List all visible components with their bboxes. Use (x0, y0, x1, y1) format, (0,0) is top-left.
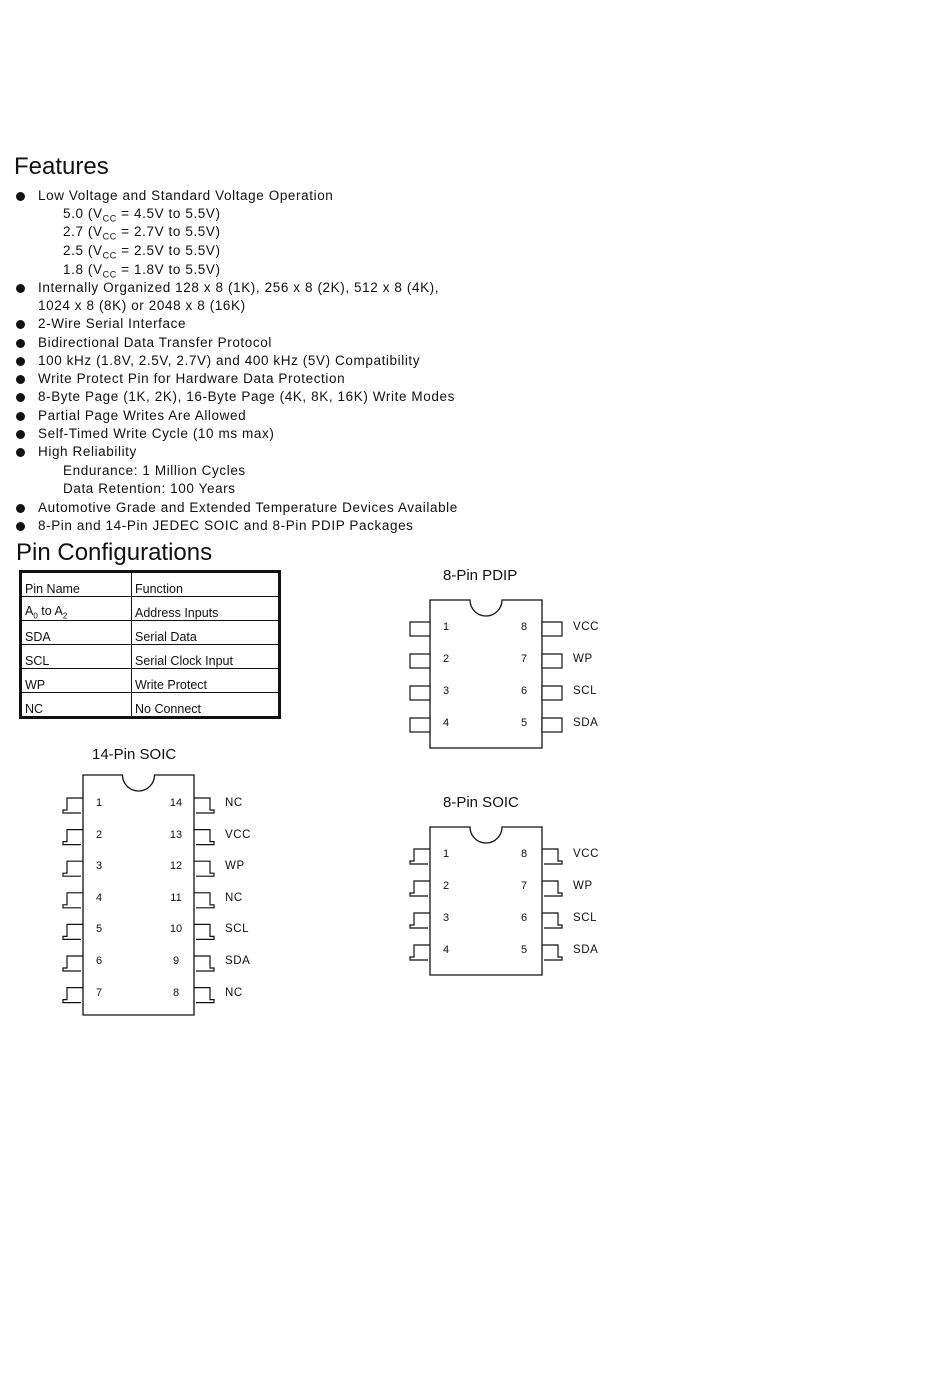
pin-label: NC (225, 986, 243, 999)
table-header: Function (132, 572, 280, 597)
feature-text: Low Voltage and Standard Voltage Operation (38, 188, 334, 203)
reliability-item: Endurance: 1 Million Cycles (63, 463, 246, 478)
table-cell-name: SCL (21, 645, 132, 669)
feature-text: Partial Page Writes Are Allowed (38, 408, 247, 423)
pin-number: 11 (170, 891, 182, 904)
pin-number: 2 (442, 880, 450, 892)
table-cell-name: NC (21, 693, 132, 718)
pin-number: 4 (442, 717, 450, 729)
pin-label: SDA (573, 944, 599, 956)
package-title: 8-Pin PDIP (443, 567, 518, 584)
pin-name-sub: 2 (62, 611, 68, 620)
voltage-pre: 2.5 (V (63, 243, 103, 258)
pin-number: 12 (169, 860, 183, 873)
pin-number: 7 (95, 986, 103, 999)
table-cell-function: Address Inputs (132, 597, 280, 621)
pin-lead (63, 798, 83, 813)
pin-lead (63, 861, 83, 876)
pin-number: 2 (442, 653, 450, 665)
pin-lead (63, 893, 83, 908)
pin-lead (194, 861, 214, 876)
feature-text: Internally Organized 128 x 8 (1K), 256 x 8 (2K), 512 x 8 (4K), (38, 280, 440, 295)
pin-lead (194, 924, 214, 939)
pin-name-sub: 0 (33, 611, 38, 620)
package-title: 8-Pin SOIC (443, 794, 519, 811)
table-cell-name: SDA (21, 621, 132, 645)
voltage-post: = 4.5V to 5.5V) (116, 206, 221, 221)
pin-config-heading: Pin Configurations (16, 539, 213, 566)
pin-lead (63, 956, 83, 971)
pin-number: 5 (95, 923, 103, 936)
voltage-sub: CC (102, 213, 117, 224)
feature-text: Write Protect Pin for Hardware Data Protection (38, 371, 346, 386)
pin-lead (63, 924, 83, 939)
voltage-post: = 2.7V to 5.5V) (116, 224, 221, 239)
pin-label: WP (573, 880, 593, 892)
pin-lead (194, 988, 214, 1003)
pin-label: WP (573, 653, 593, 665)
voltage-sub: CC (102, 250, 117, 261)
pin-label: VCC (225, 828, 252, 841)
pin-number: 3 (95, 860, 103, 873)
pin-number: 10 (169, 923, 183, 936)
reliability-item: Data Retention: 100 Years (63, 481, 236, 496)
pin-lead (194, 893, 214, 908)
pin-number: 1 (442, 848, 450, 860)
pin-name-part: to A (37, 603, 63, 618)
voltage-pre: 1.8 (V (63, 262, 103, 277)
pin-number: 6 (520, 912, 528, 924)
voltage-post: = 2.5V to 5.5V) (116, 243, 221, 258)
table-cell-name: WP (21, 669, 132, 693)
pin-label: SCL (225, 923, 250, 936)
pin-label: VCC (573, 621, 600, 633)
feature-text: 1024 x 8 (8K) or 2048 x 8 (16K) (38, 298, 246, 313)
pin-number: 3 (442, 685, 450, 697)
pin-label: VCC (573, 848, 600, 860)
feature-text: 8-Byte Page (1K, 2K), 16-Byte Page (4K, 8K, 16K) Write Modes (38, 389, 455, 404)
pin-number: 9 (172, 955, 180, 967)
pin-number: 4 (442, 944, 450, 956)
feature-text: 2-Wire Serial Interface (38, 316, 187, 331)
package-title: 14-Pin SOIC (92, 746, 177, 763)
voltage-sub: CC (102, 269, 117, 280)
pin-number: 8 (172, 986, 180, 999)
feature-text: 100 kHz (1.8V, 2.5V, 2.7V) and 400 kHz (5V) Compatibility (38, 353, 421, 368)
voltage-post: = 1.8V to 5.5V) (116, 262, 221, 277)
feature-text: 8-Pin and 14-Pin JEDEC SOIC and 8-Pin PDIP Packages (38, 518, 414, 533)
pin-number: 7 (520, 653, 528, 665)
pin-lead (194, 798, 214, 813)
feature-text: Bidirectional Data Transfer Protocol (38, 335, 272, 350)
pin-lead (194, 956, 214, 971)
table-cell-function: Serial Data (132, 621, 280, 645)
pin-number: 1 (95, 797, 103, 809)
pin-number: 1 (442, 621, 450, 633)
pin-number: 2 (95, 828, 103, 841)
pin-name-part: A (25, 603, 34, 618)
table-cell-function: No Connect (132, 693, 280, 718)
pin-number: 6 (520, 685, 528, 697)
pin-number: 13 (169, 828, 183, 841)
features-heading: Features (14, 153, 109, 180)
pin-number: 6 (95, 955, 103, 967)
pin-label: SDA (573, 717, 599, 729)
feature-text: High Reliability (38, 444, 137, 459)
pin-number: 14 (169, 797, 183, 809)
pin-label: NC (225, 797, 243, 809)
pin-label: SCL (573, 685, 598, 697)
pin-number: 5 (520, 944, 528, 956)
pin-number: 3 (442, 912, 450, 924)
pin-number: 4 (95, 891, 103, 904)
pin-number: 8 (520, 848, 528, 860)
pin-lead (63, 988, 83, 1003)
voltage-pre: 2.7 (V (63, 224, 103, 239)
pin-label: SCL (573, 912, 598, 924)
pin-number: 7 (520, 880, 528, 892)
pin-label: SDA (225, 955, 251, 967)
pin-label: WP (225, 860, 245, 873)
pin-number: 5 (520, 717, 528, 729)
pin-lead (63, 830, 83, 845)
pin-number: 8 (520, 621, 528, 633)
voltage-sub: CC (102, 231, 117, 242)
pin-label: NC (225, 891, 243, 904)
voltage-pre: 5.0 (V (63, 206, 103, 221)
feature-text: Automotive Grade and Extended Temperature Devices Available (38, 500, 458, 515)
pin-lead (194, 830, 214, 845)
table-cell-function: Serial Clock Input (132, 645, 280, 669)
table-header: Pin Name (21, 572, 132, 597)
table-cell-function: Write Protect (132, 669, 280, 693)
feature-text: Self-Timed Write Cycle (10 ms max) (38, 426, 275, 441)
